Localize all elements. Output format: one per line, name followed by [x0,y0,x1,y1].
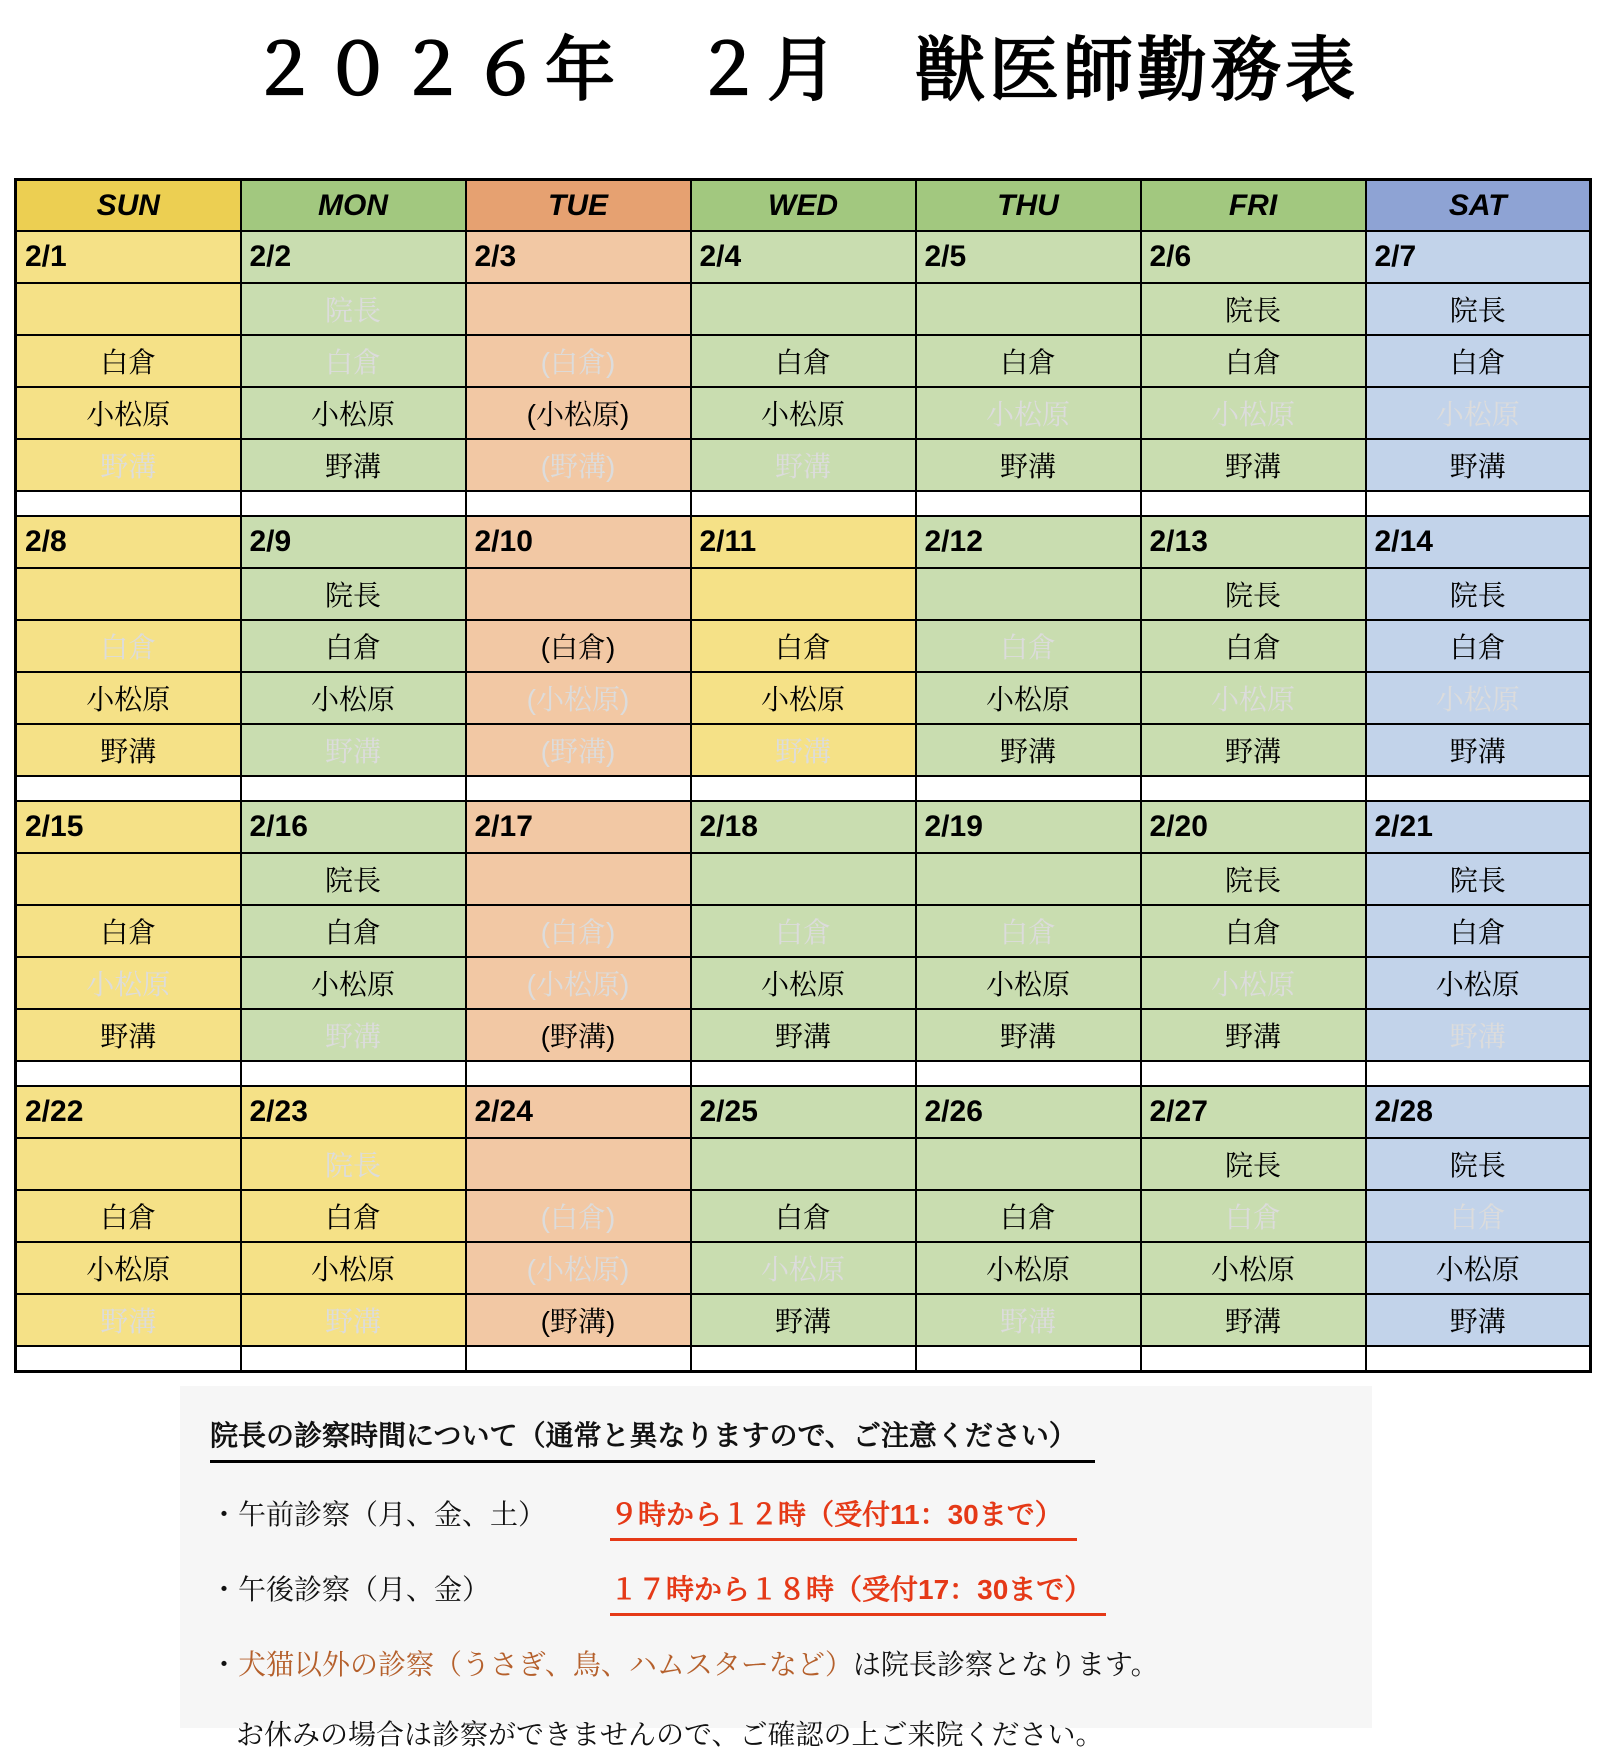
spacer-cell [691,776,916,801]
staff-cell: 白倉 [16,1190,241,1242]
staff-cell: (白倉) [466,1190,691,1242]
day-header-wed: WED [691,180,916,232]
staff-row [16,1009,1591,1061]
staff-cell: 小松原 [1366,1242,1591,1294]
staff-cell: 院長 [1366,283,1591,335]
spacer-cell [1366,491,1591,516]
date-cell: 2/5 [916,231,1141,283]
date-cell: 2/13 [1141,516,1366,568]
staff-row [16,1138,1591,1190]
spacer-cell [691,491,916,516]
staff-row [16,568,1591,620]
staff-cell: 白倉 [916,905,1141,957]
staff-cell: 院長 [1141,568,1366,620]
spacer-cell [466,1346,691,1372]
staff-cell [466,1138,691,1190]
staff-cell: 院長 [1366,568,1591,620]
staff-cell [16,1138,241,1190]
day-header-row [16,180,1591,232]
note-exotic-pets [210,1643,1372,1683]
note-morning-hours [210,1493,1372,1541]
staff-cell: 小松原 [691,387,916,439]
date-cell: 2/1 [16,231,241,283]
spacer-cell [16,1346,241,1372]
staff-cell: 小松原 [691,672,916,724]
staff-cell: 小松原 [1366,387,1591,439]
date-cell: 2/3 [466,231,691,283]
spacer-cell [1141,1061,1366,1086]
staff-row [16,439,1591,491]
staff-cell: 白倉 [1366,620,1591,672]
staff-cell [16,283,241,335]
date-cell: 2/6 [1141,231,1366,283]
date-cell: 2/16 [241,801,466,853]
staff-row [16,1294,1591,1346]
spacer-cell [1141,776,1366,801]
spacer-row [16,1346,1591,1372]
staff-cell [916,1138,1141,1190]
notes-heading: 院長の診察時間について（通常と異なりますので、ご注意ください） [210,1414,1095,1463]
date-cell: 2/22 [16,1086,241,1138]
spacer-cell [16,776,241,801]
staff-cell: 野溝 [1366,1009,1591,1061]
staff-row [16,335,1591,387]
date-cell: 2/18 [691,801,916,853]
staff-row [16,1242,1591,1294]
staff-cell [466,853,691,905]
staff-cell: 小松原 [916,387,1141,439]
staff-cell: 野溝 [691,1009,916,1061]
staff-cell: 院長 [241,1138,466,1190]
staff-cell: 白倉 [1366,905,1591,957]
staff-cell: 白倉 [691,905,916,957]
staff-cell: (白倉) [466,620,691,672]
staff-row [16,724,1591,776]
staff-cell [916,853,1141,905]
staff-cell: 白倉 [1141,620,1366,672]
staff-cell: 小松原 [916,672,1141,724]
staff-cell: 小松原 [16,957,241,1009]
staff-cell: 野溝 [691,1294,916,1346]
staff-cell: 小松原 [1141,957,1366,1009]
staff-cell [916,283,1141,335]
staff-row [16,853,1591,905]
staff-cell: 小松原 [691,1242,916,1294]
date-cell: 2/20 [1141,801,1366,853]
staff-cell: (野溝) [466,1294,691,1346]
staff-cell: 小松原 [241,672,466,724]
spacer-cell [1366,776,1591,801]
day-header-mon: MON [241,180,466,232]
note-exotic-suffix: は院長診察となります。 [852,1649,1159,1680]
date-cell: 2/26 [916,1086,1141,1138]
staff-cell: (白倉) [466,335,691,387]
staff-row [16,387,1591,439]
staff-cell: 白倉 [916,1190,1141,1242]
date-cell: 2/28 [1366,1086,1591,1138]
staff-cell: 小松原 [1366,957,1591,1009]
staff-cell [691,853,916,905]
staff-cell: 白倉 [241,1190,466,1242]
staff-cell [691,283,916,335]
staff-cell: (野溝) [466,1009,691,1061]
staff-cell [691,1138,916,1190]
spacer-cell [1141,1346,1366,1372]
staff-cell: 白倉 [241,335,466,387]
staff-cell [16,853,241,905]
staff-cell: 白倉 [1141,335,1366,387]
staff-cell: 野溝 [241,1294,466,1346]
staff-cell: 野溝 [916,724,1141,776]
spacer-cell [16,1061,241,1086]
staff-cell: 白倉 [916,620,1141,672]
date-cell: 2/15 [16,801,241,853]
date-cell: 2/14 [1366,516,1591,568]
note-exotic-bullet: ・ [210,1649,239,1680]
spacer-cell [916,1346,1141,1372]
spacer-cell [16,491,241,516]
staff-cell [16,568,241,620]
spacer-cell [916,1061,1141,1086]
note-closing: お休みの場合は診察ができませんので、ご確認の上ご来院ください。 [236,1719,1104,1750]
staff-cell: 小松原 [16,387,241,439]
staff-cell: 野溝 [16,1009,241,1061]
staff-cell: 院長 [241,283,466,335]
schedule-table [14,178,1592,1373]
staff-cell: 小松原 [1366,672,1591,724]
staff-cell: 野溝 [1141,439,1366,491]
staff-cell: (白倉) [466,905,691,957]
note-morning-label: ・午前診察（月、金、土） [210,1499,547,1530]
date-cell: 2/2 [241,231,466,283]
staff-cell: 野溝 [1366,1294,1591,1346]
staff-cell: 院長 [241,568,466,620]
note-morning-time: ９時から１２時（受付11：30まで） [610,1493,1077,1541]
spacer-cell [916,491,1141,516]
spacer-cell [241,776,466,801]
staff-cell: 小松原 [241,387,466,439]
staff-row [16,1190,1591,1242]
staff-cell: 野溝 [1366,439,1591,491]
date-cell: 2/9 [241,516,466,568]
day-header-sun: SUN [16,180,241,232]
staff-cell: 院長 [1366,1138,1591,1190]
staff-cell: 野溝 [916,1294,1141,1346]
staff-cell: 白倉 [691,1190,916,1242]
spacer-cell [466,491,691,516]
staff-cell [466,283,691,335]
note-afternoon-label: ・午後診察（月、金） [210,1574,491,1605]
staff-cell: 小松原 [241,957,466,1009]
staff-cell: 野溝 [916,439,1141,491]
staff-cell: 野溝 [1141,724,1366,776]
staff-cell: (小松原) [466,672,691,724]
staff-cell: 野溝 [241,724,466,776]
staff-cell: 小松原 [916,1242,1141,1294]
staff-cell: (小松原) [466,957,691,1009]
staff-cell: 野溝 [691,724,916,776]
staff-cell: 小松原 [1141,672,1366,724]
staff-cell: 白倉 [691,620,916,672]
staff-row [16,620,1591,672]
date-cell: 2/7 [1366,231,1591,283]
date-cell: 2/19 [916,801,1141,853]
staff-cell: 野溝 [241,1009,466,1061]
staff-cell: 白倉 [1141,1190,1366,1242]
spacer-cell [691,1061,916,1086]
week-3-date-row [16,801,1591,853]
staff-cell: (小松原) [466,387,691,439]
spacer-cell [241,1346,466,1372]
staff-cell: 小松原 [16,672,241,724]
date-cell: 2/21 [1366,801,1591,853]
spacer-cell [241,491,466,516]
staff-cell [691,568,916,620]
staff-cell: 白倉 [1366,335,1591,387]
date-cell: 2/10 [466,516,691,568]
staff-cell: 小松原 [16,1242,241,1294]
spacer-cell [916,776,1141,801]
spacer-row [16,1061,1591,1086]
staff-cell [466,568,691,620]
staff-cell: 白倉 [16,335,241,387]
staff-cell: 白倉 [691,335,916,387]
spacer-cell [1366,1346,1591,1372]
staff-cell: 院長 [241,853,466,905]
date-cell: 2/11 [691,516,916,568]
day-header-thu: THU [916,180,1141,232]
staff-cell: 野溝 [16,439,241,491]
spacer-row [16,776,1591,801]
date-cell: 2/4 [691,231,916,283]
notes-panel [180,1386,1372,1750]
staff-cell: 小松原 [691,957,916,1009]
staff-cell: 小松原 [1141,1242,1366,1294]
staff-cell: 野溝 [241,439,466,491]
note-afternoon-hours [210,1568,1372,1616]
spacer-cell [691,1346,916,1372]
staff-row [16,283,1591,335]
spacer-cell [1366,1061,1591,1086]
staff-cell: 院長 [1141,283,1366,335]
staff-cell: 白倉 [16,905,241,957]
date-cell: 2/24 [466,1086,691,1138]
date-cell: 2/25 [691,1086,916,1138]
staff-cell: 野溝 [1141,1294,1366,1346]
staff-cell: 野溝 [1366,724,1591,776]
staff-cell: 小松原 [241,1242,466,1294]
staff-row [16,957,1591,1009]
note-exotic-highlight: 犬猫以外の診察（うさぎ、鳥、ハムスターなど） [238,1649,853,1680]
note-afternoon-time: １７時から１８時（受付17：30まで） [610,1568,1106,1616]
staff-cell: 野溝 [16,724,241,776]
staff-cell: 野溝 [16,1294,241,1346]
staff-cell: (小松原) [466,1242,691,1294]
spacer-row [16,491,1591,516]
staff-cell: 野溝 [691,439,916,491]
day-header-fri: FRI [1141,180,1366,232]
staff-cell: 院長 [1141,853,1366,905]
week-1-date-row [16,231,1591,283]
day-header-tue: TUE [466,180,691,232]
day-header-sat: SAT [1366,180,1591,232]
staff-cell: (野溝) [466,439,691,491]
date-cell: 2/23 [241,1086,466,1138]
date-cell: 2/12 [916,516,1141,568]
staff-cell [916,568,1141,620]
staff-cell: 白倉 [916,335,1141,387]
spacer-cell [241,1061,466,1086]
date-cell: 2/27 [1141,1086,1366,1138]
staff-cell: 野溝 [1141,1009,1366,1061]
date-cell: 2/8 [16,516,241,568]
staff-row [16,905,1591,957]
staff-cell: 院長 [1366,853,1591,905]
spacer-cell [466,1061,691,1086]
date-cell: 2/17 [466,801,691,853]
spacer-cell [466,776,691,801]
page-title: ２０２６年 ２月 獣医師勤務表 [249,31,1359,109]
staff-cell: (野溝) [466,724,691,776]
staff-cell: 白倉 [16,620,241,672]
staff-cell: 院長 [1141,1138,1366,1190]
week-2-date-row [16,516,1591,568]
staff-cell: 白倉 [241,905,466,957]
week-4-date-row [16,1086,1591,1138]
staff-cell: 白倉 [241,620,466,672]
staff-cell: 野溝 [916,1009,1141,1061]
staff-row [16,672,1591,724]
staff-cell: 小松原 [1141,387,1366,439]
spacer-cell [1141,491,1366,516]
staff-cell: 小松原 [916,957,1141,1009]
staff-cell: 白倉 [1366,1190,1591,1242]
staff-cell: 白倉 [1141,905,1366,957]
